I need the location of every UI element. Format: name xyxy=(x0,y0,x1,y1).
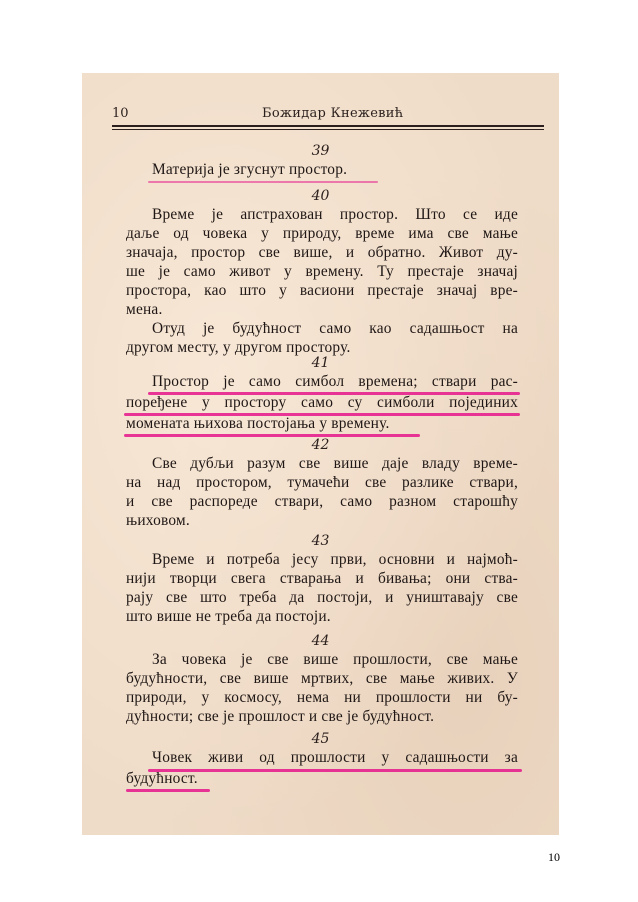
running-header xyxy=(112,106,542,124)
section-number: 44 xyxy=(311,633,330,649)
highlight-underline xyxy=(148,181,378,183)
text-line: простора, као што у васиони престаје значај вре- xyxy=(126,282,518,299)
text-line: поређене у простору само су симболи појединих xyxy=(126,394,518,411)
text-line: Простор је само симбол времена; ствари рас- xyxy=(152,373,518,390)
text-line: Отуд је будућност само као садашњост на xyxy=(152,320,518,337)
text-line: будућности, све више мртвих, све мање живих. У xyxy=(126,670,518,687)
text-line: За човека је све више прошлости, све мање xyxy=(152,651,518,668)
section-number: 45 xyxy=(311,731,330,747)
text-line: рају све што треба да постоји, и уништавају све xyxy=(126,589,518,606)
text-line: Све дубљи разум све више даје владу време- xyxy=(152,455,518,472)
section-number: 42 xyxy=(311,437,330,453)
book-page-number: 10 xyxy=(112,106,129,121)
text-line: будућност. xyxy=(126,770,198,787)
header-rule-thin xyxy=(112,129,544,130)
text-line: дућности; све је прошлост и све је будућност. xyxy=(126,708,435,725)
text-line: ше је само живот у времену. Ту престаје значај xyxy=(126,263,518,280)
text-line: Човек живи од прошлости у садашњости за xyxy=(152,749,518,766)
section-number: 40 xyxy=(311,188,330,204)
section-number: 43 xyxy=(311,533,330,549)
section-number: 39 xyxy=(311,143,330,159)
text-line: што више не треба да постоји. xyxy=(126,608,331,625)
text-line: Време и потреба јесу први, основни и најмоћ- xyxy=(152,551,518,568)
text-line: момената њихова постојања у времену. xyxy=(126,415,390,432)
text-line: нији творци свега стварања и бивања; они ства- xyxy=(126,570,518,587)
book-author: Божидар Кнежевић xyxy=(262,106,404,121)
text-line: њиховом. xyxy=(126,512,190,529)
text-line: даље од човека у природу, време има све мање xyxy=(126,225,518,242)
text-line: Време је апстрахован простор. Што се иде xyxy=(152,206,518,223)
header-rule-thick xyxy=(112,125,544,127)
section-number: 41 xyxy=(311,355,330,371)
text-line: и све распореде ствари, само разном старошћу xyxy=(126,493,518,510)
scanned-book-page xyxy=(82,73,559,835)
text-line: значаја, простор све више, и обратно. Живот ду- xyxy=(126,244,518,261)
text-line: природи, у космосу, нема ни прошлости ни бу- xyxy=(126,689,518,706)
text-line: Материја је згуснут простор. xyxy=(152,161,348,178)
highlight-underline xyxy=(126,789,210,792)
text-line: мена. xyxy=(126,301,163,318)
text-line: другом месту, у другом простору. xyxy=(126,339,351,356)
text-line: на над простором, тумачећи све разлике ствари, xyxy=(126,474,518,491)
page-number: 10 xyxy=(548,850,560,864)
